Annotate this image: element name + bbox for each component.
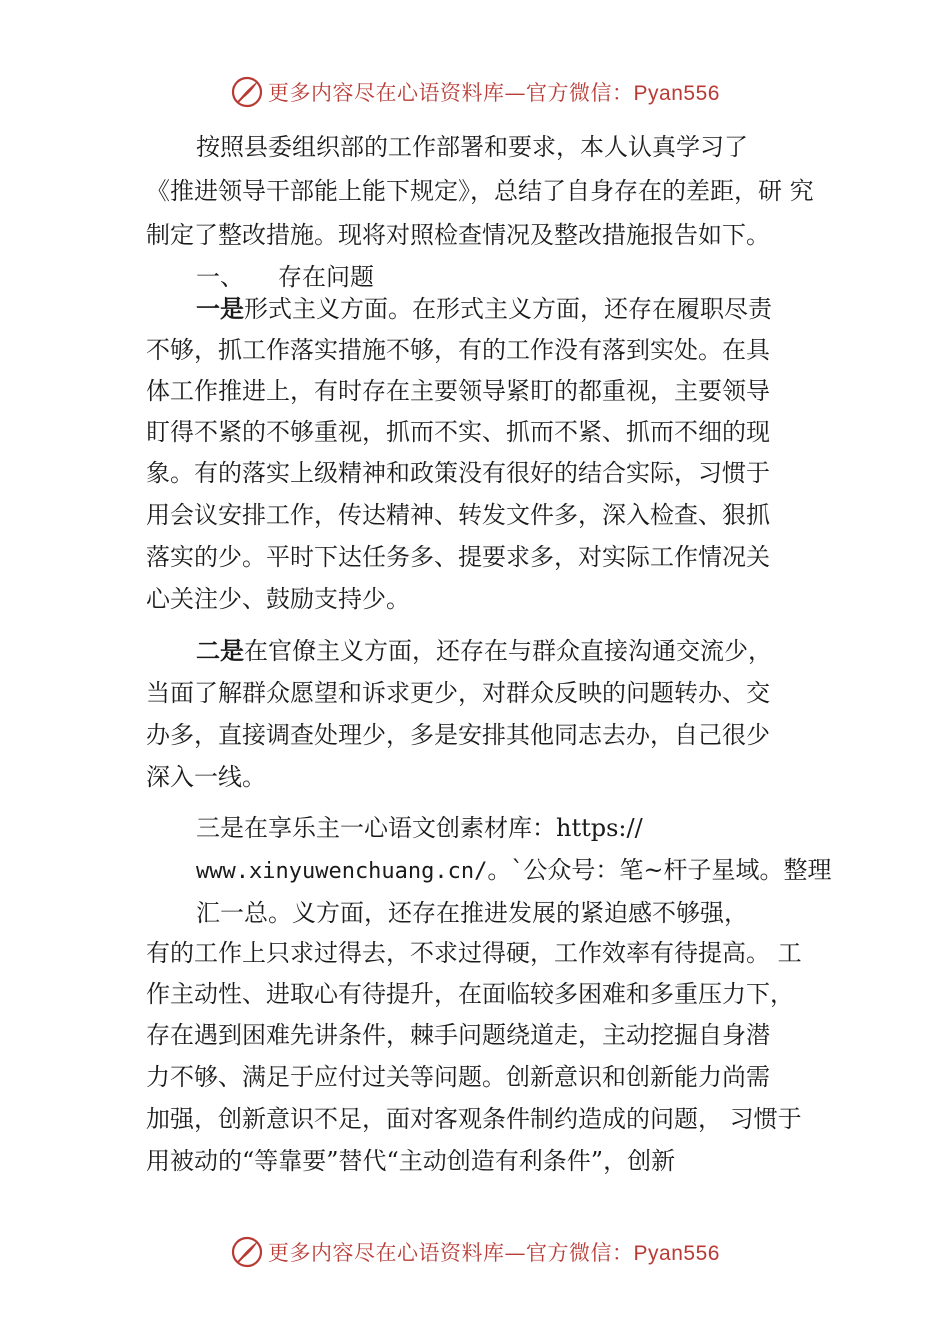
point2-line-1: 二是在官僚主义方面，还存在与群众直接沟通交流少， xyxy=(196,637,772,665)
section-heading xyxy=(196,261,374,293)
point1-line-5: 象。有的落实上级精神和政策没有很好的结合实际，习惯于 xyxy=(146,459,770,487)
point2-lead: 二是 xyxy=(196,637,244,665)
point3-line-1: 三是在享乐主一心语文创素材库：https:// xyxy=(196,814,643,842)
point2-line-3: 办多，直接调查处理少，多是安排其他同志去办，自己很少 xyxy=(146,721,770,749)
wechat-id: Pyan556 xyxy=(633,1242,720,1265)
point2-line-4: 深入一线。 xyxy=(146,763,266,791)
point1-line-6: 用会议安排工作，传达精神、转发文件多，深入检查、狠抓 xyxy=(146,501,770,529)
point1-lead: 一是 xyxy=(196,295,244,323)
quill-pen-logo-icon xyxy=(230,1235,264,1269)
intro-line-2: 《推进领导干部能上能下规定》，总结了自身存在的差距，研 究 xyxy=(146,177,814,205)
section-number: 一、 xyxy=(196,263,244,291)
intro-line-3: 制定了整改措施。现将对照检查情况及整改措施报告如下。 xyxy=(146,221,770,249)
point1-line-2: 不够，抓工作落实措施不够，有的工作没有落到实处。在具 xyxy=(146,336,770,364)
point3-line-3: 汇一总。义方面，还存在推进发展的紧迫感不够强， xyxy=(196,899,748,927)
quill-pen-logo-icon xyxy=(230,75,264,109)
watermark-text: 更多内容尽在心语资料库—官方微信：Pyan556 xyxy=(268,81,720,105)
point1-line-1: 一是形式主义方面。在形式主义方面，还存在履职尽责 xyxy=(196,295,772,323)
intro-line-1: 按照县委组织部的工作部署和要求，本人认真学习了 xyxy=(196,133,748,161)
website-url: www.xinyuwenchuang.cn/ xyxy=(196,859,488,884)
point3-line-4: 有的工作上只求过得去，不求过得硬，工作效率有待提高。 工 xyxy=(146,939,802,967)
section-title: 存在问题 xyxy=(278,263,374,291)
point1-line-8: 心关注少、鼓励支持少。 xyxy=(146,585,410,613)
point3-line-2: www.xinyuwenchuang.cn/。`公众号：笔~杆子星域。整理 xyxy=(196,856,832,884)
point3-line-8: 加强，创新意识不足，面对客观条件制约造成的问题， 习惯于 xyxy=(146,1105,802,1133)
point2-line-2: 当面了解群众愿望和诉求更少，对群众反映的问题转办、交 xyxy=(146,679,770,707)
point3-line-7: 力不够、满足于应付过关等问题。创新意识和创新能力尚需 xyxy=(146,1063,770,1091)
watermark-text: 更多内容尽在心语资料库—官方微信：Pyan556 xyxy=(268,1241,720,1265)
footer-watermark xyxy=(0,1232,950,1272)
point3-line-6: 存在遇到困难先讲条件，棘手问题绕道走，主动挖掘自身潜 xyxy=(146,1021,770,1049)
point1-line-4: 盯得不紧的不够重视，抓而不实、抓而不紧、抓而不细的现 xyxy=(146,418,770,446)
point3-line-9: 用被动的“等靠要”替代“主动创造有利条件”，创新 xyxy=(146,1147,676,1175)
point1-line-7: 落实的少。平时下达任务多、提要求多，对实际工作情况关 xyxy=(146,543,770,571)
point3-line-5: 作主动性、进取心有待提升，在面临较多困难和多重压力下， xyxy=(146,980,794,1008)
point1-line-3: 体工作推进上，有时存在主要领导紧盯的都重视，主要领导 xyxy=(146,377,770,405)
wechat-id: Pyan556 xyxy=(633,82,720,105)
header-watermark xyxy=(0,72,950,112)
